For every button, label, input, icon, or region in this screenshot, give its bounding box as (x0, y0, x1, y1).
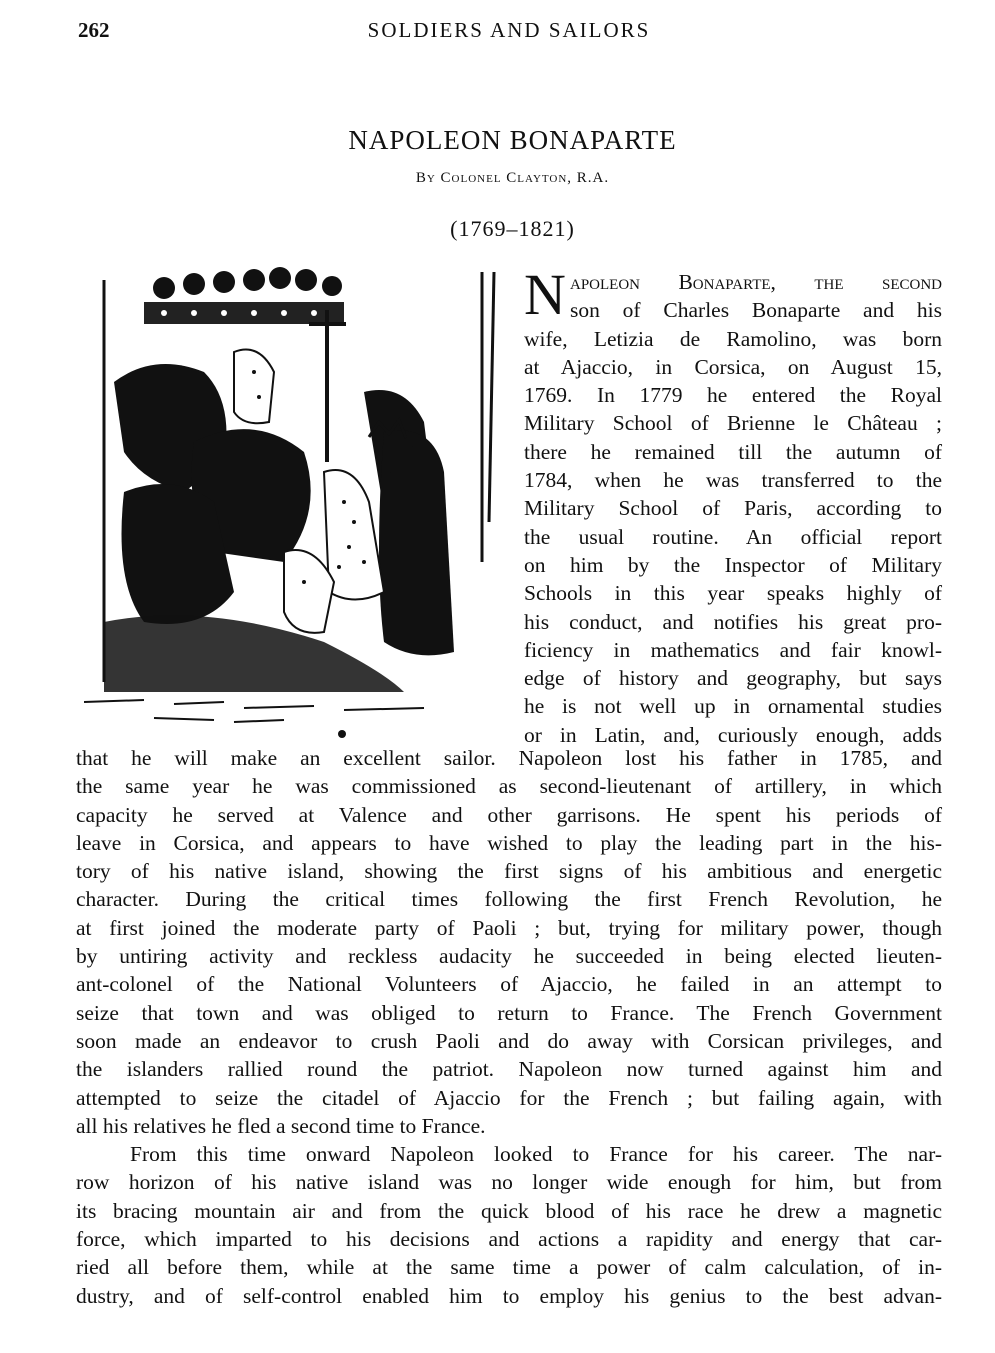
column-line: edge of history and geography, but says (524, 666, 942, 691)
body-line: the islanders rallied round the patriot. Napoleon now turned against him and (76, 1057, 942, 1082)
page-number: 262 (78, 18, 110, 42)
body-line: character. During the critical times following the first French Revolution, he (76, 887, 942, 912)
body-line: attempted to seize the citadel of Ajaccio for the French ; but failing again, with (76, 1085, 942, 1110)
column-line: or in Latin, and, curiously enough, adds (524, 722, 942, 747)
body-line: ried all before them, while at the same time a power of calm calculation, of in- (76, 1255, 942, 1280)
body-text (76, 744, 942, 1310)
body-line: tory of his native island, showing the first signs of his ambitious and energetic (76, 859, 942, 884)
column-line: Schools in this year speaks highly of (524, 581, 942, 606)
column-line: at Ajaccio, in Corsica, on August 15, (524, 354, 942, 379)
body-line: all his relatives he fled a second time to France. (76, 1113, 486, 1138)
body-line: seize that town and was obliged to return to France. The French Government (76, 1000, 942, 1025)
column-text (524, 262, 942, 749)
drop-cap: N (524, 262, 566, 327)
body-line: its bracing mountain air and from the quick blood of his race he drew a magnetic (76, 1198, 942, 1223)
column-line: ficiency in mathematics and fair knowl- (524, 637, 942, 662)
column-line: son of Charles Bonaparte and his (570, 298, 942, 323)
column-line: wife, Letizia de Ramolino, was born (524, 326, 942, 351)
column-line: he is not well up in ornamental studies (524, 694, 942, 719)
body-line: ant-colonel of the National Volunteers of Ajaccio, he failed in an attempt to (76, 972, 942, 997)
body-line: at first joined the moderate party of Paoli ; but, trying for military power, though (76, 915, 942, 940)
column-line: 1784, when he was transferred to the (524, 468, 942, 493)
body-line: capacity he served at Valence and other garrisons. He spent his periods of (76, 802, 942, 827)
coronation-illustration (84, 262, 510, 744)
column-line: on him by the Inspector of Military (524, 552, 942, 577)
body-line: From this time onward Napoleon looked to France for his career. The nar- (130, 1142, 942, 1167)
column-line: the usual routine. An official report (524, 524, 942, 549)
body-line: the same year he was commissioned as second-lieutenant of artillery, in which (76, 774, 942, 799)
article-title: NAPOLEON BONAPARTE (348, 125, 677, 155)
page-header (78, 18, 940, 48)
column-line: 1769. In 1779 he entered the Royal (524, 383, 942, 408)
body-line: that he will make an excellent sailor. Napoleon lost his father in 1785, and (76, 746, 942, 770)
body-line: by untiring activity and reckless audacity he succeeded in being elected lieuten- (76, 944, 942, 969)
body-line: dustry, and of self-control enabled him to employ his genius to the best advan- (76, 1283, 942, 1308)
column-line: there he remained till the autumn of (524, 439, 942, 464)
body-line: force, which imparted to his decisions and actions a rapidity and energy that car- (76, 1227, 942, 1252)
body-line: row horizon of his native island was no longer wide enough for him, but from (76, 1170, 942, 1195)
running-title: SOLDIERS AND SAILORS (367, 18, 651, 42)
body-line: leave in Corsica, and appears to have wished to play the leading part in the his- (76, 830, 942, 855)
column-line: Military School of Paris, according to (524, 496, 942, 521)
column-line: N apoleon Bonaparte, the second (524, 262, 942, 327)
column-line: Military School of Brienne le Château ; (524, 411, 942, 436)
body-line: soon made an endeavor to crush Paoli and do away with Corsican privileges, and (76, 1028, 942, 1053)
article-byline: By Colonel Clayton, R.A. (415, 170, 610, 186)
article-dates: (1769–1821) (450, 216, 575, 241)
column-line: his conduct, and notifies his great pro- (524, 609, 942, 634)
